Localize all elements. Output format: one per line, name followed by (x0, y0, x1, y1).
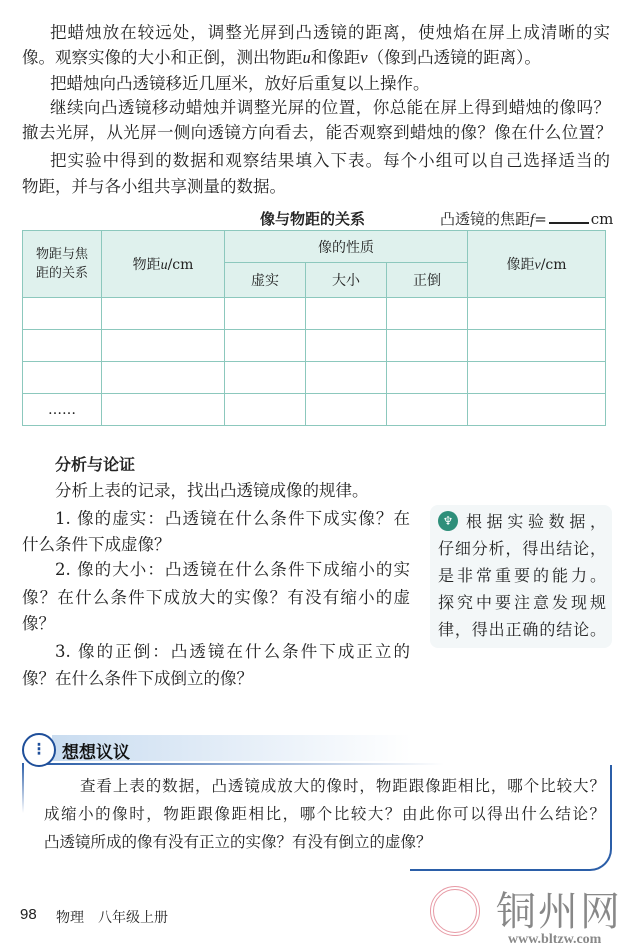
discussion-title: 想想议议 (62, 743, 130, 762)
book-title: 物理 八年级上册 (56, 910, 168, 926)
discussion-line: 查看上表的数据，凸透镜成放大的像时，物距跟像距相比，哪个比较大？ (80, 777, 605, 795)
intro-line: 把实验中得到的数据和观察结果填入下表。每个小组可以自己选择适当的 (50, 151, 610, 170)
watermark-url: www.bltzw.com (508, 932, 602, 947)
data-table (22, 230, 606, 426)
tip-line: 探究中要注意发现规 (438, 593, 606, 612)
text: 像距 (506, 257, 535, 273)
header-size: 大小 (306, 263, 387, 298)
intro-line: 物距，并与各小组共享测量的数据。 (22, 177, 286, 196)
analysis-line: 分析上表的记录，找出凸透镜成像的规律。 (55, 481, 369, 500)
analysis-line: 什么条件下成虚像？ (22, 535, 171, 554)
intro-line: 把蜡烛向凸透镜移近几厘米，放好后重复以上操作。 (50, 74, 430, 93)
var-f: f (530, 212, 535, 228)
analysis-line: 2. 像的大小：凸透镜在什么条件下成缩小的实 (55, 560, 410, 579)
text: 凸透镜的焦距 (440, 210, 531, 228)
text: cm (590, 210, 614, 228)
intro-line: 继续向凸透镜移动蜡烛并调整光屏的位置，你总能在屏上得到蜡烛的像吗？ (50, 98, 610, 117)
text: 和像距 (310, 48, 361, 67)
table-caption: 像与物距的关系 (260, 211, 366, 228)
analysis-line: 1. 像的虚实：凸透镜在什么条件下成实像？在 (55, 509, 410, 528)
text: 像。观察实像的大小和正倒，测出物距 (22, 48, 303, 67)
text: u (160, 258, 168, 273)
divider (44, 763, 444, 765)
watermark-name: 铜州网 (496, 890, 622, 934)
divider (22, 763, 24, 813)
discussion-box (22, 735, 612, 870)
text: 物距 (132, 257, 161, 273)
discussion-line: 成缩小的像时，物距跟像距相比，哪个比较大？由此你可以得出什么结论？ (44, 805, 605, 823)
text: = (534, 210, 547, 228)
focal-length-label (440, 208, 613, 229)
header-orient: 正倒 (387, 263, 468, 298)
tip-line: 律，得出正确的结论。 (438, 620, 606, 639)
header-nature: 像的性质 (225, 231, 468, 263)
table-row (23, 298, 606, 330)
analysis-line: 3. 像的正倒：凸透镜在什么条件下成正立的 (55, 642, 410, 661)
ellipsis-cell: …… (23, 394, 102, 426)
text: /cm (540, 257, 567, 273)
analysis-line: 像？在什么条件下成放大的实像？有没有缩小的虚 (22, 588, 410, 607)
tip-line: 根据实验数据， (466, 512, 606, 531)
table-row (23, 330, 606, 362)
header-relation (23, 231, 102, 298)
seal-icon (430, 886, 480, 936)
blank-field (549, 210, 589, 224)
table-row (23, 394, 606, 426)
text: /cm (167, 257, 194, 273)
header-u (102, 231, 225, 298)
tip-callout (430, 505, 612, 648)
header-real: 虚实 (225, 263, 306, 298)
discussion-line: 凸透镜所成的像有没有正立的实像？有没有倒立的虚像？ (44, 833, 432, 851)
tip-line: 仔细分析，得出结论， (438, 539, 606, 558)
text: v (534, 258, 541, 273)
leaf-icon: ♆ (438, 511, 458, 531)
table-row (23, 362, 606, 394)
var-v: v (360, 48, 368, 67)
page-number: 98 (20, 906, 37, 923)
tip-line: 是非常重要的能力。 (438, 566, 606, 585)
intro-line: 撤去光屏，从光屏一侧向透镜方向看去，能否观察到蜡烛的像？像在什么位置？ (22, 123, 612, 142)
analysis-line: 像？ (22, 614, 55, 633)
var-u: u (302, 48, 311, 67)
thinking-face-icon: ⁝ (22, 733, 56, 767)
intro-line (22, 47, 541, 69)
text: 物距与焦距的关系 (35, 247, 88, 281)
text: （像到凸透镜的距离）。 (367, 48, 541, 67)
watermark (430, 880, 630, 952)
analysis-line: 像？在什么条件下成倒立的像？ (22, 669, 253, 688)
header-v (468, 231, 606, 298)
analysis-heading: 分析与论证 (55, 457, 136, 474)
intro-line: 把蜡烛放在较远处，调整光屏到凸透镜的距离，使烛焰在屏上成清晰的实 (50, 23, 610, 42)
